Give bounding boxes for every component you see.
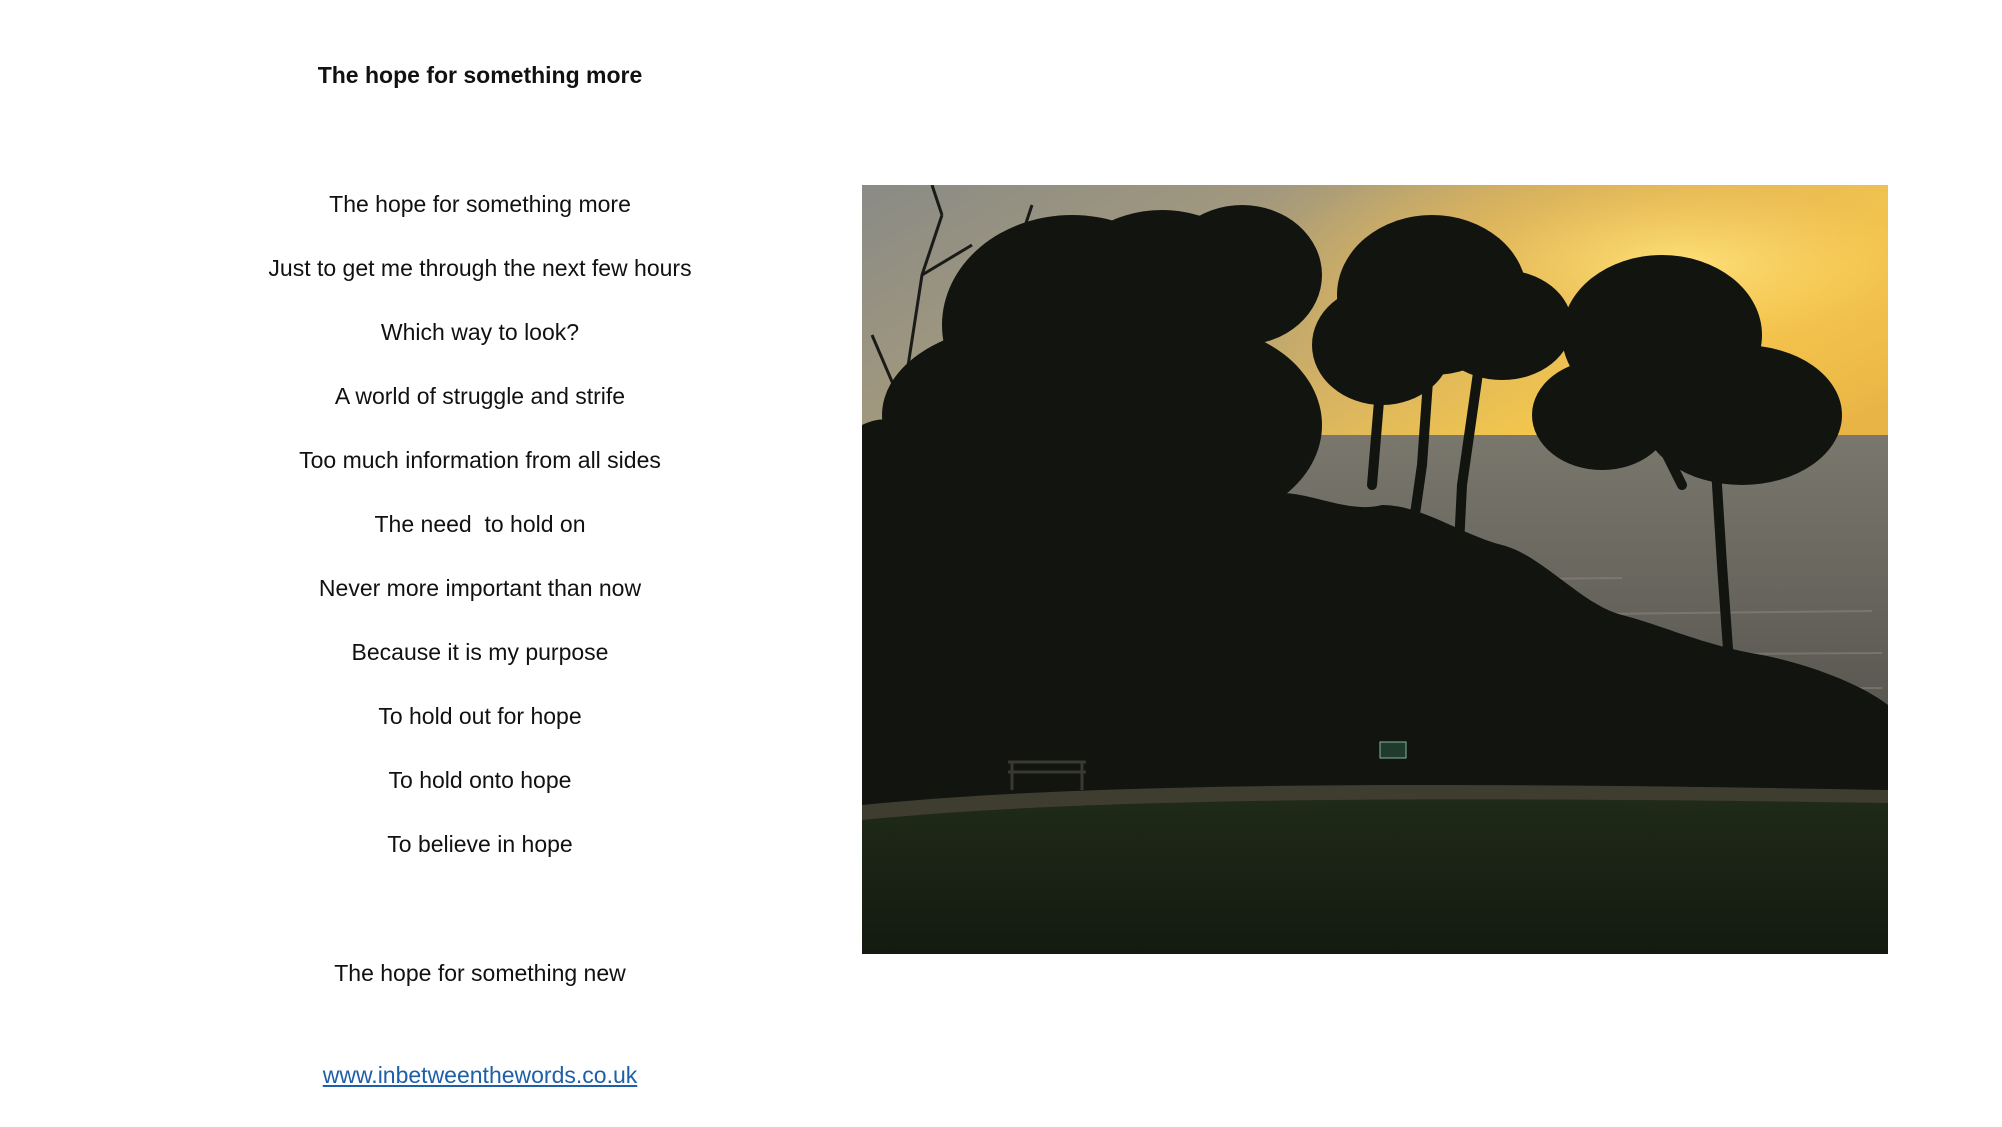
poem-line: Too much information from all sides [299,447,661,473]
poem-line: Which way to look? [380,319,580,345]
poem-line: The hope for something more [329,191,631,217]
website-link[interactable]: www.inbetweenthewords.co.uk [322,1062,638,1088]
poem-lines [190,189,770,893]
poem-line: Because it is my purpose [351,639,609,665]
poem-line: Just to get me through the next few hours [268,255,692,281]
poem-line: Never more important than now [318,575,642,601]
poem-line: To believe in hope [387,831,573,857]
poem-title: The hope for something more [317,62,643,88]
poem-closing-line: The hope for something new [334,960,626,986]
poem-line: The need to hold on [374,511,586,537]
sunset-trees-photo [862,185,1888,954]
website-link-container [190,1060,770,1090]
poem-line: To hold onto hope [388,767,572,793]
poem-line: A world of struggle and strife [334,383,626,409]
poem-line: To hold out for hope [378,703,582,729]
photo-illustration [862,185,1888,954]
